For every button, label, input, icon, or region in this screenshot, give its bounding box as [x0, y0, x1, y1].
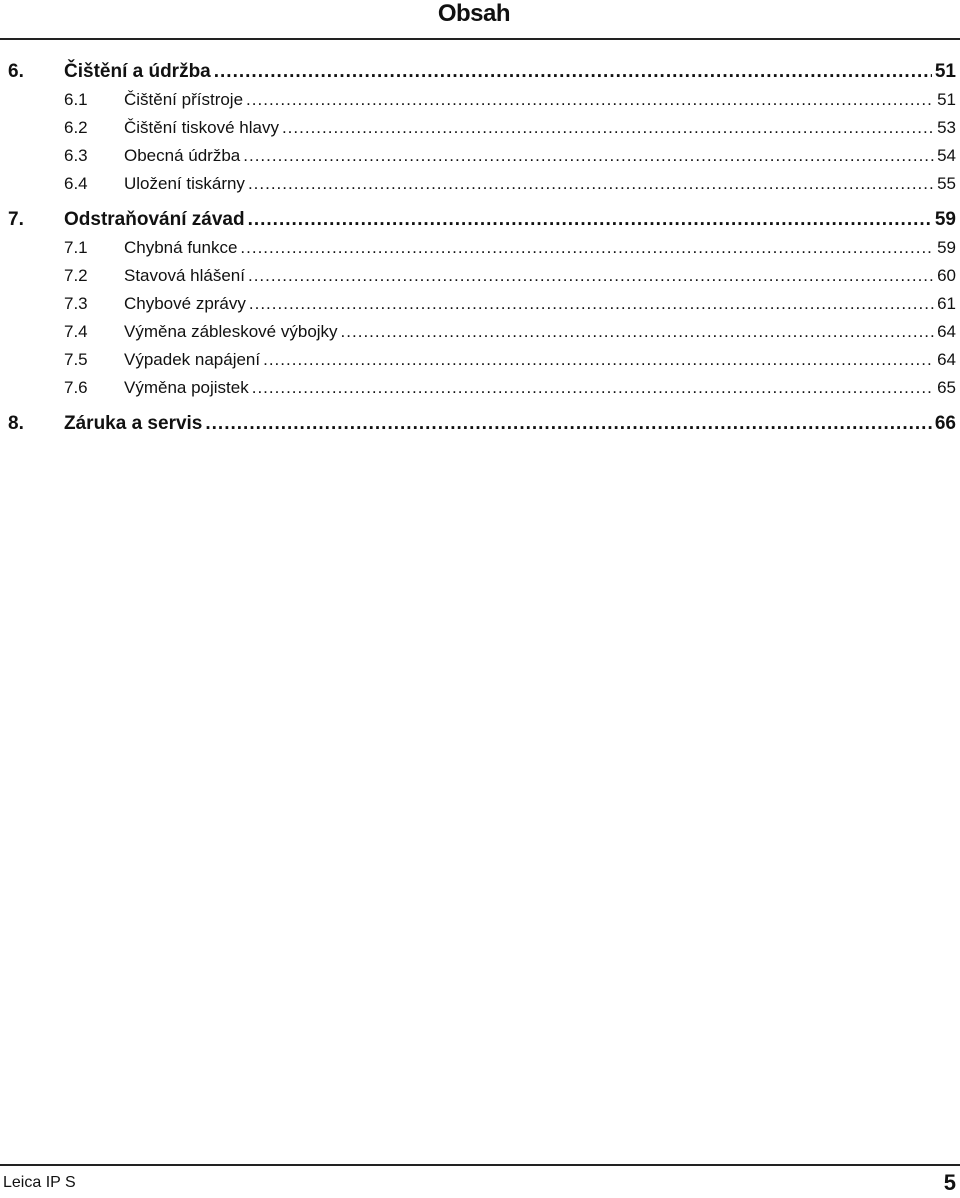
- toc-entry-title: Chybná funkce: [124, 238, 238, 257]
- toc-chapter-7: [8, 206, 956, 402]
- toc-entry-title: Záruka a servis: [64, 413, 203, 434]
- toc-entry-page: 55: [937, 174, 956, 193]
- toc-chapter-8: [8, 410, 956, 438]
- toc-entry-page: 59: [934, 209, 956, 230]
- footer-divider: [0, 1164, 960, 1166]
- footer-page-number: 5: [943, 1170, 956, 1195]
- toc-leader-dots: [341, 318, 935, 346]
- toc-entry-number: 6.4: [64, 174, 88, 193]
- toc-entry-title: Obecná údržba: [124, 146, 241, 165]
- toc-subentry[interactable]: [8, 142, 956, 170]
- toc-entry-title: Čištění tiskové hlavy: [124, 118, 279, 137]
- page-title: Obsah: [437, 0, 510, 27]
- toc-entry[interactable]: [8, 58, 956, 86]
- table-of-contents: [8, 58, 956, 446]
- toc-entry-page: 51: [937, 90, 956, 109]
- toc-leader-dots: [214, 58, 932, 86]
- toc-leader-dots: [240, 234, 934, 262]
- toc-leader-dots: [246, 86, 934, 114]
- toc-entry-title: Výměna pojistek: [124, 378, 249, 397]
- toc-entry-number: 7.1: [64, 238, 88, 257]
- toc-subentry[interactable]: [8, 290, 956, 318]
- toc-chapter-6: [8, 58, 956, 198]
- toc-subentry[interactable]: [8, 114, 956, 142]
- toc-entry-page: 64: [937, 322, 956, 341]
- toc-subentry[interactable]: [8, 262, 956, 290]
- toc-entry-page: 61: [937, 294, 956, 313]
- toc-entry-number: 6.1: [64, 90, 88, 109]
- toc-leader-dots: [282, 114, 934, 142]
- toc-entry-number: 6.2: [64, 118, 88, 137]
- toc-entry-title: Čištění přístroje: [124, 90, 244, 109]
- toc-leader-dots: [263, 346, 934, 374]
- toc-subentry[interactable]: [8, 234, 956, 262]
- toc-entry-number: 7.3: [64, 294, 88, 313]
- toc-entry-number: 7.5: [64, 350, 88, 369]
- toc-entry-number: 6.3: [64, 146, 88, 165]
- toc-entry-number: 7.4: [64, 322, 88, 341]
- toc-leader-dots: [248, 262, 934, 290]
- toc-leader-dots: [243, 142, 934, 170]
- toc-entry-page: 59: [937, 238, 956, 257]
- toc-entry-page: 60: [937, 266, 956, 285]
- header-divider: [0, 38, 960, 40]
- toc-subentry[interactable]: [8, 346, 956, 374]
- toc-entry-number: 6.: [8, 61, 24, 82]
- toc-entry-title: Výměna zábleskové výbojky: [124, 322, 338, 341]
- toc-leader-dots: [252, 374, 934, 402]
- toc-leader-dots: [248, 170, 934, 198]
- toc-entry-number: 8.: [8, 413, 24, 434]
- footer-product-name: Leica IP S: [3, 1174, 76, 1191]
- toc-entry-page: 66: [934, 413, 956, 434]
- toc-subentry[interactable]: [8, 318, 956, 346]
- toc-entry-title: Čištění a údržba: [64, 61, 211, 82]
- toc-entry-title: Uložení tiskárny: [124, 174, 245, 193]
- toc-leader-dots: [248, 206, 932, 234]
- toc-entry-title: Výpadek napájení: [124, 350, 261, 369]
- toc-entry-page: 51: [934, 61, 956, 82]
- toc-leader-dots: [249, 290, 934, 318]
- toc-entry-page: 65: [937, 378, 956, 397]
- toc-entry-title: Chybové zprávy: [124, 294, 246, 313]
- toc-entry-page: 64: [937, 350, 956, 369]
- toc-leader-dots: [205, 410, 931, 438]
- toc-entry[interactable]: [8, 206, 956, 234]
- toc-entry-title: Stavová hlášení: [124, 266, 245, 285]
- toc-subentry[interactable]: [8, 170, 956, 198]
- toc-entry-page: 54: [937, 146, 956, 165]
- toc-entry-page: 53: [937, 118, 956, 137]
- toc-entry-number: 7.6: [64, 378, 88, 397]
- toc-subentry[interactable]: [8, 374, 956, 402]
- toc-entry-title: Odstraňování závad: [64, 209, 245, 230]
- toc-entry-number: 7.2: [64, 266, 88, 285]
- toc-subentry[interactable]: [8, 86, 956, 114]
- toc-entry[interactable]: [8, 410, 956, 438]
- toc-entry-number: 7.: [8, 209, 24, 230]
